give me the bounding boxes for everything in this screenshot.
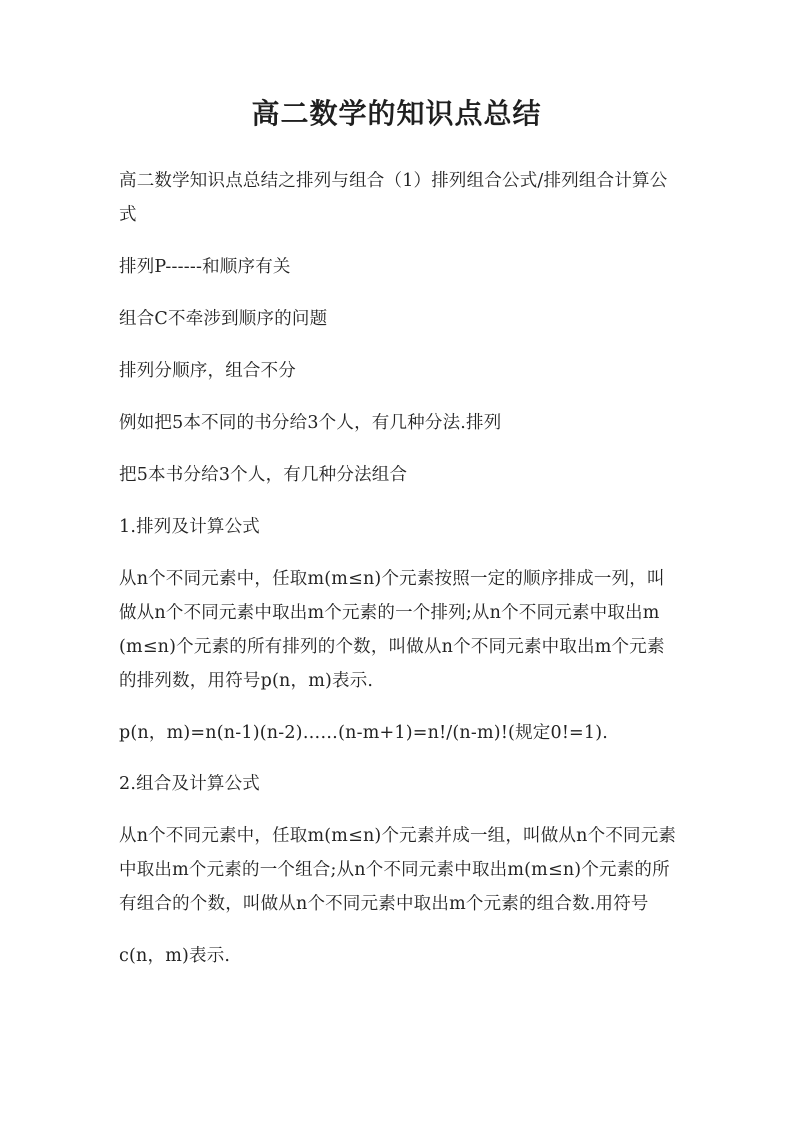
- intro-paragraph: 高二数学知识点总结之排列与组合（1）排列组合公式/排列组合计算公式: [119, 171, 668, 225]
- document-title: 高二数学的知识点总结: [251, 97, 542, 130]
- combination-explanation: 从n个不同元素中，任取m(m≤n)个元素并成一组，叫做从n个不同元素中取出m个元素的一个组合;从n个不同元素中取出m(m≤n)个元素的所有组合的个数，叫做从n个不同元素中取出m个元素的组合数.用符号: [119, 826, 677, 914]
- permutation-formula: p(n，m)=n(n-1)(n-2)……(n-m+1)=n!/(n-m)!(规定0!=1).: [119, 723, 609, 743]
- section-heading-permutation: 1.排列及计算公式: [119, 517, 260, 537]
- order-note: 排列分顺序，组合不分: [119, 361, 296, 381]
- document-body: [119, 164, 679, 991]
- permutation-explanation: 从n个不同元素中，任取m(m≤n)个元素按照一定的顺序排成一列，叫做从n个不同元素中取出m个元素的一个排列;从n个不同元素中取出m(m≤n)个元素的所有排列的个数，叫做从n个不同元素中取出m个元素的排列数，用符号p(n，m)表示.: [119, 569, 665, 691]
- combination-example: 把5本书分给3个人，有几种分法组合: [119, 465, 408, 485]
- combination-notation: c(n，m)表示.: [119, 946, 231, 966]
- permutation-example: 例如把5本不同的书分给3个人，有几种分法.排列: [119, 413, 502, 433]
- combination-definition: 组合C不牵涉到顺序的问题: [119, 309, 328, 329]
- section-heading-combination: 2.组合及计算公式: [119, 774, 260, 794]
- permutation-definition: 排列P------和顺序有关: [119, 257, 291, 277]
